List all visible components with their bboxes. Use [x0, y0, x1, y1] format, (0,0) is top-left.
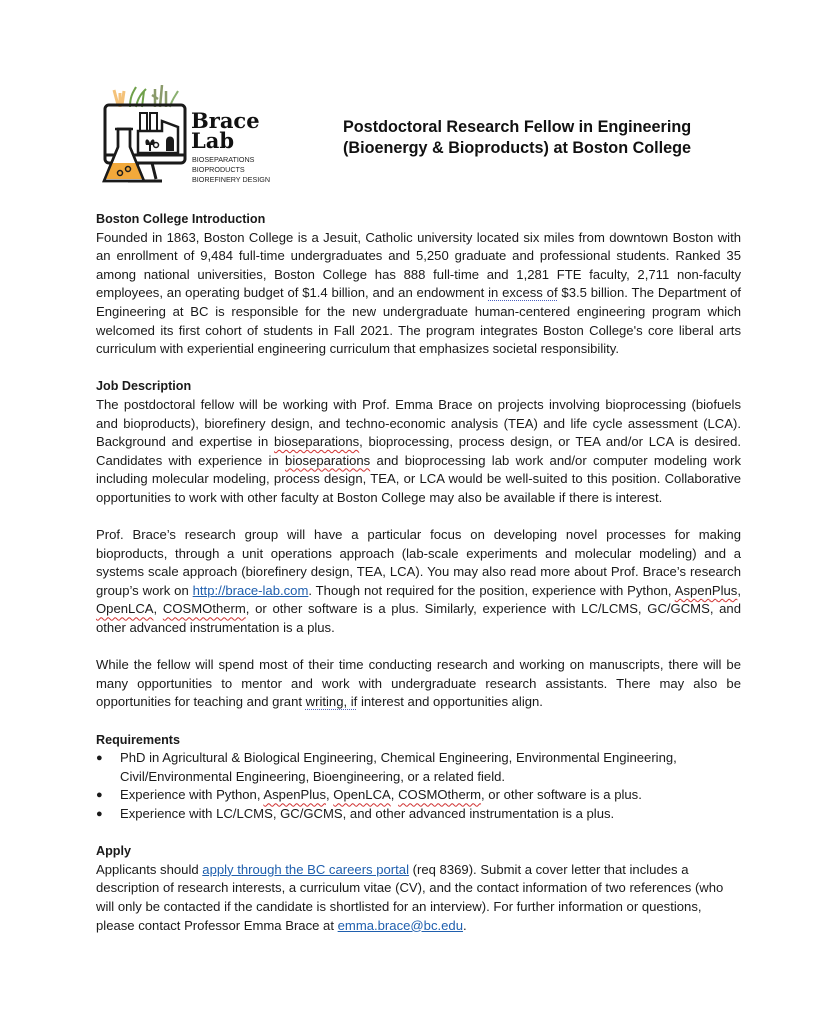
paragraph-text: While the fellow will spend most of their time conducting research and working on manuscripts, there will be many opportunities to mentor and work with undergraduate research assistants. There may also be opportunities for teaching and grant — [96, 657, 741, 710]
spacer — [96, 824, 741, 843]
paragraph-text: . Though not required for the position, experience with Python, — [308, 582, 675, 598]
requirement-text: PhD in Agricultural & Biological Engineering, Chemical Engineering, Environmental Engineering, Civil/Environmental Engineering, Bioengineering, or a related field. — [120, 750, 677, 784]
spacer — [96, 359, 741, 378]
requirement-text: , or other software is a plus. — [481, 787, 642, 803]
page-title-line2: (Bioenergy & Bioproducts) at Boston College — [343, 139, 692, 157]
requirements-list — [96, 749, 741, 823]
spelling-flag[interactable]: AspenPlus — [263, 787, 326, 803]
paragraph-text: The postdoctoral fellow will be working with Prof. Emma Brace on projects involving bioprocessing (biofuels and bioproducts), biorefinery design, and techno-economic analysis (TEA) and life cycle assessment (LCA). Background and expertise in — [96, 396, 741, 450]
paragraph-text: , bioprocessing, process design, or TEA and/or LCA is desired. Candidates with experience in — [96, 434, 741, 468]
spelling-flag[interactable]: COSMOtherm — [162, 601, 246, 617]
requirement-item — [96, 749, 741, 786]
careers-portal-link[interactable]: apply through the BC careers portal — [202, 861, 409, 877]
paragraph-text: Applicants should — [96, 861, 203, 877]
bullet-icon: ● — [96, 789, 103, 802]
apply-heading: Apply — [96, 844, 131, 859]
spelling-flag[interactable]: bioseparations — [274, 434, 360, 450]
logo-sub-biorefinery: BIOREFINERY DESIGN — [192, 175, 271, 184]
intro-text: $3.5 billion. The Department of Engineering at BC is responsible for the new undergraduate human-centered engineering program which welcomed its first cohort of students in Fall 2021. The program integrates Boston College's core liberal arts curriculum with experiential engineering curriculum that emphasizes societal responsibility. — [96, 285, 742, 357]
apply-paragraph — [96, 861, 741, 935]
email-link[interactable]: emma.brace@bc.edu — [337, 917, 464, 933]
job-description-paragraph-1 — [96, 396, 741, 508]
logo-title-line2: Lab — [191, 128, 235, 153]
paragraph-text: , or other software is a plus. Similarly, experience with LC/LCMS, GC/GCMS, and other advanced instrumentation is a plus. — [96, 601, 742, 636]
logo-subtitle — [192, 155, 270, 185]
requirements-heading: Requirements — [96, 732, 180, 747]
paragraph-text: and bioprocessing lab work and/or computer modeling work including molecular modeling, process design, TEA, or LCA would be well-suited to this position. Collaborative opportunities to work with other faculty at Boston College may also be available if there is interest. — [96, 452, 741, 505]
grammar-suggestion[interactable]: writing, if — [305, 694, 358, 710]
logo-title — [191, 108, 260, 153]
requirement-item — [96, 805, 741, 824]
logo-sub-bioproducts: BIOPRODUCTS — [192, 165, 245, 174]
spacer — [96, 638, 741, 657]
brace-lab-website-link[interactable]: http://brace-lab.com — [192, 582, 309, 598]
intro-text: Founded in 1863, Boston College is a Jesuit, Catholic university located six miles from downtown Boston with an enrollment of 9,484 full-time undergraduates and 5,250 graduate and professional students. Ranked 35 among national universities, Boston College has 888 full-time and 1,281 FTE faculty, 2,711 non-faculty employees, an operating budget of $1.4 billion, and an endowment — [96, 229, 741, 301]
spelling-flag[interactable]: AspenPlus — [674, 582, 738, 598]
requirement-item — [96, 786, 741, 805]
paragraph-text: (req 8369). Submit a cover letter that includes a description of research interests, a curriculum vitae (CV), and the contact information of two references (who will only be contacted if the candidate is shortlisted for an interview). For further information or questions, please contact Professor Emma Brace at — [96, 861, 724, 933]
requirement-text: Experience with Python, — [120, 787, 264, 803]
job-description-paragraph-3 — [96, 656, 741, 712]
spelling-flag[interactable]: COSMOtherm — [398, 787, 482, 803]
page-title — [343, 117, 743, 159]
job-description-paragraph-2 — [96, 526, 741, 638]
grammar-suggestion[interactable]: in excess of — [488, 285, 558, 301]
paragraph-text: , — [153, 601, 163, 617]
page-title-line1: Postdoctoral Research Fellow in Engineering — [343, 118, 692, 136]
spelling-flag[interactable]: OpenLCA — [96, 601, 154, 617]
intro-paragraph — [96, 229, 741, 359]
bullet-icon: ● — [96, 808, 103, 820]
logo-sub-bioseparations: BIOSEPARATIONS — [192, 155, 255, 164]
spelling-flag[interactable]: OpenLCA — [333, 787, 391, 803]
spacer — [96, 508, 741, 527]
paragraph-text: . — [463, 917, 467, 933]
paragraph-text: Prof. Brace’s research group will have a particular focus on developing novel processes for making bioproducts, through a unit operations approach (lab-scale experiments and molecular modeling) and a systems scale approach (biorefinery design, TEA, LCA). You may also read more about Prof. Brace’s research group’s work on — [96, 527, 741, 598]
bullet-icon: ● — [96, 752, 103, 765]
requirement-text: Experience with LC/LCMS, GC/GCMS, and other advanced instrumentation is a plus. — [120, 806, 615, 821]
job-description-heading: Job Description — [96, 379, 192, 394]
logo-title-line1: Brace — [191, 108, 260, 133]
document-body — [96, 210, 741, 935]
requirement-text: , — [326, 787, 334, 803]
brace-lab-logo — [100, 85, 275, 193]
spelling-flag[interactable]: bioseparations — [285, 452, 371, 468]
intro-heading: Boston College Introduction — [96, 212, 266, 226]
paragraph-text: interest and opportunities align. — [357, 694, 543, 710]
paragraph-text: , — [737, 582, 741, 598]
spacer — [96, 712, 741, 731]
requirement-text: , — [390, 787, 399, 803]
